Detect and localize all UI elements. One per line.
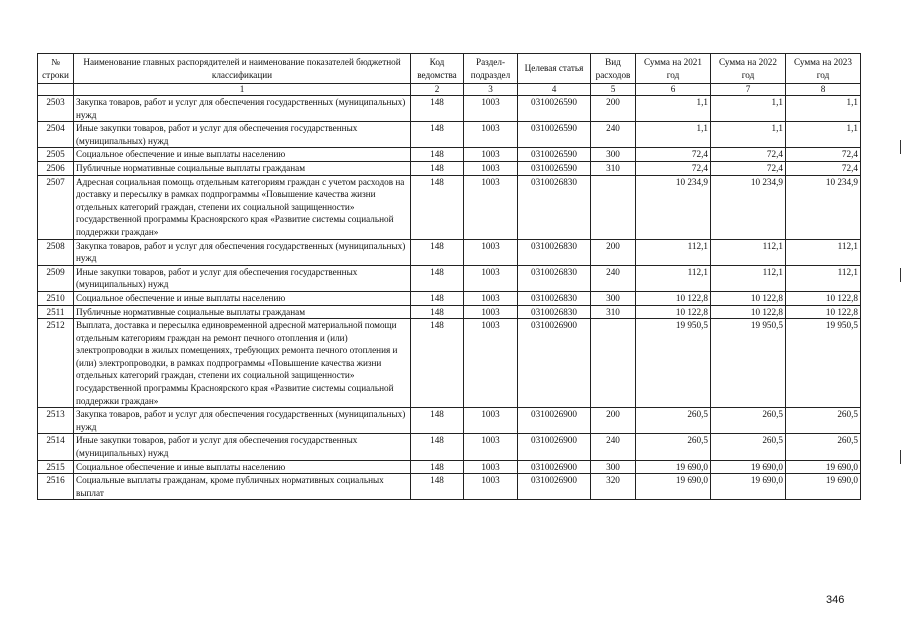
sum-2023-cell: 10 122,8 [786, 291, 861, 305]
sum-2023-cell: 260,5 [786, 434, 861, 460]
section-cell: 1003 [464, 434, 518, 460]
section-cell: 1003 [464, 305, 518, 319]
row-number-cell: 2515 [38, 460, 74, 474]
table-row [38, 319, 861, 408]
column-number: 1 [74, 84, 411, 96]
table-row [38, 122, 861, 148]
page-number: 346 [826, 594, 845, 606]
sum-2023-cell: 112,1 [786, 265, 861, 291]
sum-2022-cell: 72,4 [711, 148, 786, 162]
kind-cell [591, 175, 636, 239]
section-cell: 1003 [464, 175, 518, 239]
sum-2022-cell: 19 690,0 [711, 460, 786, 474]
target-cell: 0310026830 [518, 239, 591, 265]
kind-cell: 300 [591, 291, 636, 305]
table-row [38, 474, 861, 500]
sum-2022-cell: 72,4 [711, 161, 786, 175]
sum-2022-cell: 112,1 [711, 265, 786, 291]
sum-2021-cell: 10 122,8 [636, 291, 711, 305]
row-name-cell: Социальное обеспечение и иные выплаты населению [74, 148, 411, 162]
margin-mark [900, 450, 901, 464]
sum-2022-cell: 112,1 [711, 239, 786, 265]
header-sum-2023: Сумма на 2023 год [786, 54, 861, 84]
code-cell: 148 [411, 474, 464, 500]
margin-mark [900, 140, 901, 154]
header-sum-2021: Сумма на 2021 год [636, 54, 711, 84]
target-cell: 0310026830 [518, 175, 591, 239]
sum-2023-cell: 260,5 [786, 408, 861, 434]
target-cell: 0310026900 [518, 319, 591, 408]
section-cell: 1003 [464, 161, 518, 175]
row-number-cell: 2508 [38, 239, 74, 265]
kind-cell: 300 [591, 148, 636, 162]
code-cell: 148 [411, 175, 464, 239]
sum-2021-cell: 19 950,5 [636, 319, 711, 408]
target-cell: 0310026900 [518, 460, 591, 474]
budget-table [37, 53, 861, 500]
code-cell: 148 [411, 148, 464, 162]
target-cell: 0310026590 [518, 122, 591, 148]
kind-cell: 200 [591, 408, 636, 434]
section-cell: 1003 [464, 408, 518, 434]
row-number-cell: 2505 [38, 148, 74, 162]
table-row [38, 161, 861, 175]
sum-2021-cell: 72,4 [636, 148, 711, 162]
row-name-cell: Публичные нормативные социальные выплаты гражданам [74, 161, 411, 175]
table-row [38, 239, 861, 265]
row-name-cell: Адресная социальная помощь отдельным категориям граждан с учетом расходов на доставку и пересылку в рамках подпрограммы «Повышение качества жизни отдельных категорий граждан, степени их социальной защищенности» государственной программы Красноярского края «Развитие системы социальной поддержки граждан» [74, 175, 411, 239]
sum-2021-cell: 1,1 [636, 122, 711, 148]
target-cell: 0310026590 [518, 161, 591, 175]
kind-cell: 240 [591, 434, 636, 460]
section-cell: 1003 [464, 265, 518, 291]
kind-cell: 310 [591, 305, 636, 319]
sum-2022-cell: 10 122,8 [711, 291, 786, 305]
target-cell: 0310026590 [518, 96, 591, 122]
sum-2023-cell: 1,1 [786, 96, 861, 122]
sum-2021-cell: 112,1 [636, 265, 711, 291]
table-row [38, 265, 861, 291]
header-code: Код ведомства [411, 54, 464, 84]
code-cell: 148 [411, 319, 464, 408]
header-target: Целевая статья [518, 54, 591, 84]
row-number-cell: 2504 [38, 122, 74, 148]
table-row [38, 305, 861, 319]
row-number-cell: 2507 [38, 175, 74, 239]
sum-2022-cell: 10 234,9 [711, 175, 786, 239]
code-cell: 148 [411, 291, 464, 305]
table-header [38, 54, 861, 96]
code-cell: 148 [411, 239, 464, 265]
row-name-cell: Выплата, доставка и пересылка единовременной адресной материальной помощи отдельным категориям граждан на ремонт печного отопления и (или) электропроводки в жилых помещениях, требующих ремонта печного отопления и (или) электропроводки, в рамках подпрограммы «Повышение качества жизни отдельных категорий граждан, степени их социальной защищенности» государственной программы Красноярского края «Развитие системы социальной поддержки граждан» [74, 319, 411, 408]
code-cell: 148 [411, 161, 464, 175]
sum-2021-cell: 1,1 [636, 96, 711, 122]
code-cell: 148 [411, 434, 464, 460]
header-sum-2022: Сумма на 2022 год [711, 54, 786, 84]
target-cell: 0310026900 [518, 408, 591, 434]
row-name-cell: Закупка товаров, работ и услуг для обеспечения государственных (муниципальных) нужд [74, 239, 411, 265]
section-cell: 1003 [464, 148, 518, 162]
sum-2021-cell: 10 234,9 [636, 175, 711, 239]
column-number: 2 [411, 84, 464, 96]
row-name-cell: Иные закупки товаров, работ и услуг для обеспечения государственных (муниципальных) нужд [74, 122, 411, 148]
column-number: 5 [591, 84, 636, 96]
section-cell: 1003 [464, 239, 518, 265]
sum-2023-cell: 19 690,0 [786, 474, 861, 500]
code-cell: 148 [411, 96, 464, 122]
sum-2021-cell: 10 122,8 [636, 305, 711, 319]
row-name-cell: Социальное обеспечение и иные выплаты населению [74, 291, 411, 305]
sum-2023-cell: 72,4 [786, 148, 861, 162]
column-number: 8 [786, 84, 861, 96]
code-cell: 148 [411, 265, 464, 291]
code-cell: 148 [411, 460, 464, 474]
row-number-cell: 2512 [38, 319, 74, 408]
row-number-cell: 2516 [38, 474, 74, 500]
kind-cell [591, 319, 636, 408]
row-number-cell: 2503 [38, 96, 74, 122]
header-name: Наименование главных распорядителей и наименование показателей бюджетной классификации [74, 54, 411, 84]
table-row [38, 408, 861, 434]
target-cell: 0310026900 [518, 434, 591, 460]
kind-cell: 240 [591, 122, 636, 148]
row-name-cell: Иные закупки товаров, работ и услуг для обеспечения государственных (муниципальных) нужд [74, 265, 411, 291]
target-cell: 0310026830 [518, 291, 591, 305]
sum-2023-cell: 19 690,0 [786, 460, 861, 474]
header-row-no: № строки [38, 54, 74, 84]
target-cell: 0310026830 [518, 265, 591, 291]
section-cell: 1003 [464, 319, 518, 408]
sum-2021-cell: 112,1 [636, 239, 711, 265]
row-name-cell: Иные закупки товаров, работ и услуг для обеспечения государственных (муниципальных) нужд [74, 434, 411, 460]
header-section: Раздел-подраздел [464, 54, 518, 84]
row-number-cell: 2506 [38, 161, 74, 175]
section-cell: 1003 [464, 122, 518, 148]
sum-2021-cell: 72,4 [636, 161, 711, 175]
target-cell: 0310026830 [518, 305, 591, 319]
header-kind: Вид расходов [591, 54, 636, 84]
column-numbers-row [38, 84, 861, 96]
sum-2021-cell: 19 690,0 [636, 460, 711, 474]
table-body [38, 96, 861, 500]
row-number-cell: 2510 [38, 291, 74, 305]
section-cell: 1003 [464, 474, 518, 500]
target-cell: 0310026590 [518, 148, 591, 162]
row-name-cell: Социальные выплаты гражданам, кроме публичных нормативных социальных выплат [74, 474, 411, 500]
table-row [38, 96, 861, 122]
sum-2022-cell: 19 690,0 [711, 474, 786, 500]
sum-2021-cell: 260,5 [636, 434, 711, 460]
column-number: 7 [711, 84, 786, 96]
table-row [38, 148, 861, 162]
sum-2023-cell: 112,1 [786, 239, 861, 265]
sum-2023-cell: 10 122,8 [786, 305, 861, 319]
target-cell: 0310026900 [518, 474, 591, 500]
row-name-cell: Закупка товаров, работ и услуг для обеспечения государственных (муниципальных) нужд [74, 96, 411, 122]
table-row [38, 460, 861, 474]
sum-2021-cell: 260,5 [636, 408, 711, 434]
sum-2022-cell: 1,1 [711, 96, 786, 122]
table-row [38, 175, 861, 239]
sum-2022-cell: 260,5 [711, 434, 786, 460]
row-number-cell: 2514 [38, 434, 74, 460]
row-name-cell: Социальное обеспечение и иные выплаты населению [74, 460, 411, 474]
table-row [38, 291, 861, 305]
sum-2022-cell: 260,5 [711, 408, 786, 434]
code-cell: 148 [411, 122, 464, 148]
sum-2023-cell: 19 950,5 [786, 319, 861, 408]
column-number: 3 [464, 84, 518, 96]
sum-2023-cell: 1,1 [786, 122, 861, 148]
sum-2023-cell: 10 234,9 [786, 175, 861, 239]
kind-cell: 200 [591, 96, 636, 122]
section-cell: 1003 [464, 96, 518, 122]
row-name-cell: Закупка товаров, работ и услуг для обеспечения государственных (муниципальных) нужд [74, 408, 411, 434]
sum-2022-cell: 10 122,8 [711, 305, 786, 319]
margin-mark [900, 268, 901, 282]
sum-2021-cell: 19 690,0 [636, 474, 711, 500]
row-number-cell: 2509 [38, 265, 74, 291]
kind-cell: 240 [591, 265, 636, 291]
column-number [38, 84, 74, 96]
row-number-cell: 2511 [38, 305, 74, 319]
column-number: 4 [518, 84, 591, 96]
kind-cell: 300 [591, 460, 636, 474]
sum-2022-cell: 19 950,5 [711, 319, 786, 408]
kind-cell: 310 [591, 161, 636, 175]
kind-cell: 320 [591, 474, 636, 500]
section-cell: 1003 [464, 291, 518, 305]
code-cell: 148 [411, 408, 464, 434]
row-name-cell: Публичные нормативные социальные выплаты гражданам [74, 305, 411, 319]
code-cell: 148 [411, 305, 464, 319]
table-row [38, 434, 861, 460]
sum-2023-cell: 72,4 [786, 161, 861, 175]
section-cell: 1003 [464, 460, 518, 474]
row-number-cell: 2513 [38, 408, 74, 434]
kind-cell: 200 [591, 239, 636, 265]
column-number: 6 [636, 84, 711, 96]
sum-2022-cell: 1,1 [711, 122, 786, 148]
